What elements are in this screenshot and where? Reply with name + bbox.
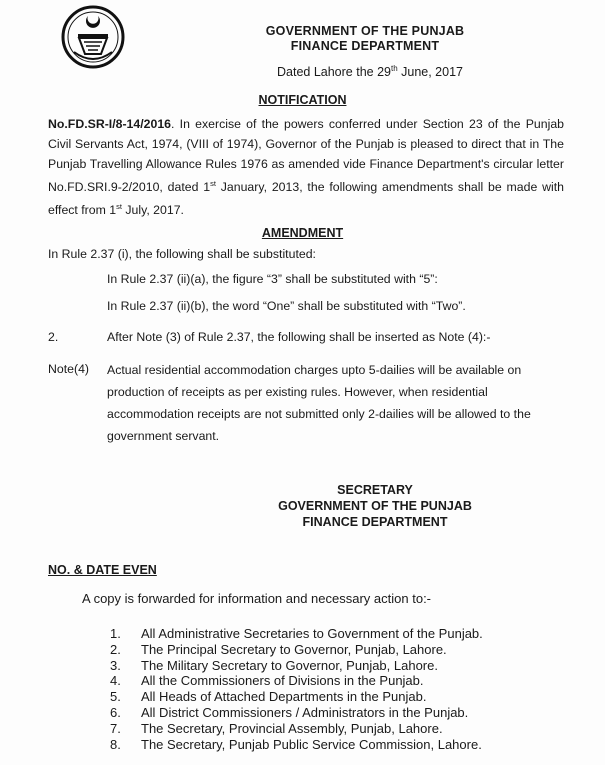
header-government: GOVERNMENT OF THE PUNJAB [265,24,465,38]
note-4-label: Note(4) [48,362,90,376]
item-2-number: 2. [48,330,59,344]
notification-body: No.FD.SR-I/8-14/2016. In exercise of the powers conferred under Section 23 of the Punjab Civil Servants Act, 1974, (VIII of 1974), Governor of the Punjab is pleased to direct that in The Punjab Travelling Allowance Rules 1976 as amended vide Finance Department's circular letter No.FD.SRI.9-2/2010, dated 1st January, 2013, the following amendments shall be made with effect from 1st July, 2017. [48,117,565,218]
list-item: 7. The Secretary, Provincial Assembly, Punjab, Lahore. [110,720,443,736]
list-item: 8. The Secretary, Punjab Public Service Commission, Lahore. [110,736,482,752]
list-item: 6. All District Commissioners / Administrators in the Punjab. [110,704,469,720]
note-4-text: Actual residential accommodation charges upto 5-dailies will be available on production of receipts as per existing rules. However, when residential accommodation receipts are not submitted only 2-dailies will be allowed to the government servant. [107,363,531,443]
notification-title: NOTIFICATION [258,93,347,107]
no-date-even-heading: NO. & DATE EVEN [48,563,157,577]
list-item: 1. All Administrative Secretaries to Government of the Punjab. [110,626,483,641]
list-item: 4. All the Commissioners of Divisions in the Punjab. [110,673,424,689]
amendment-sub-a: In Rule 2.37 (ii)(a), the figure “3” shall be substituted with “5”: [107,272,438,286]
distribution-intro: A copy is forwarded for information and necessary action to:- [82,591,432,606]
document-date: Dated Lahore the 29th June, 2017 [277,64,463,80]
signature-title: SECRETARY [337,483,413,497]
list-item: 2. The Principal Secretary to Governor, Punjab, Lahore. [110,641,447,657]
punjab-emblem-icon [60,4,126,70]
list-item: 5. All Heads of Attached Departments in the Punjab. [110,689,427,705]
amendment-intro: In Rule 2.37 (i), the following shall be substituted: [48,247,316,261]
distribution-list [110,626,483,752]
item-2-text: After Note (3) of Rule 2.37, the following shall be inserted as Note (4):- [107,330,491,344]
header-department: FINANCE DEPARTMENT [290,39,440,53]
amendment-sub-b: In Rule 2.37 (ii)(b), the word “One” shall be substituted with “Two”. [107,299,466,313]
signature-department: FINANCE DEPARTMENT [302,515,448,529]
signature-government: GOVERNMENT OF THE PUNJAB [278,499,472,513]
list-item: 3. The Military Secretary to Governor, Punjab, Lahore. [110,657,438,673]
notification-reference: No.FD.SR-I/8-14/2016 [48,117,172,131]
amendment-title: AMENDMENT [261,226,344,240]
